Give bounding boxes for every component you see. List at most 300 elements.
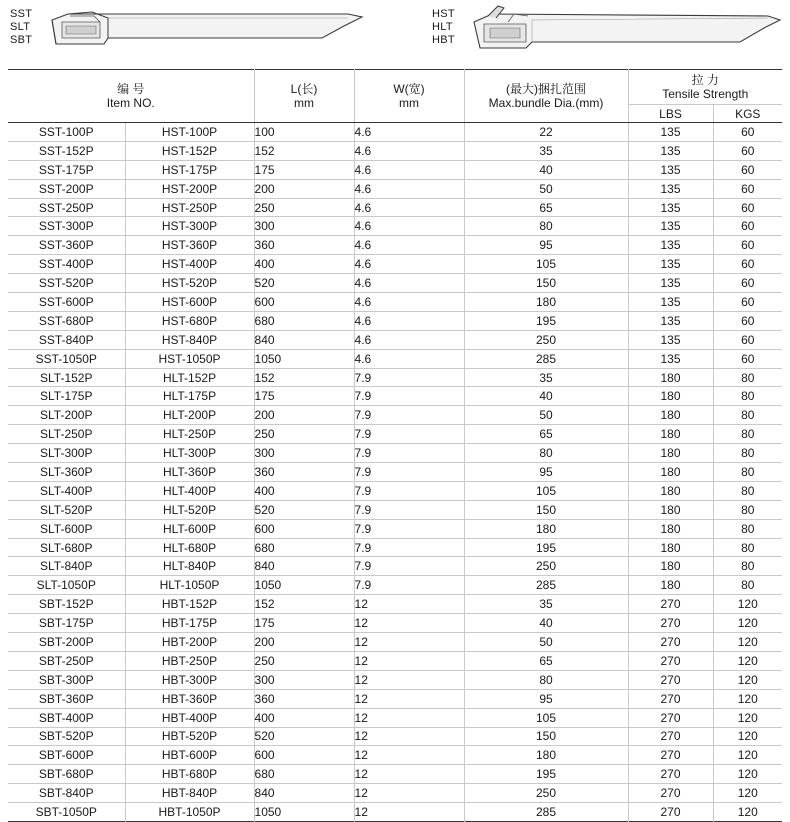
cell-item-s: SBT-250P: [38, 653, 94, 668]
cell-kgs: 80: [713, 500, 782, 519]
cell-kgs: 120: [713, 670, 782, 689]
cell-bundle: 180: [464, 519, 628, 538]
cell-length: 200: [254, 633, 354, 652]
cell-length: 100: [254, 123, 354, 142]
cell-item-s: SBT-400P: [38, 710, 94, 725]
table-row: [8, 595, 782, 614]
table-row: [8, 614, 782, 633]
cell-item-h: HST-840P: [125, 330, 254, 349]
cell-lbs: 270: [628, 708, 713, 727]
cell-lbs: 180: [628, 538, 713, 557]
cell-kgs: 120: [713, 803, 782, 822]
cell-item-h: HLT-400P: [125, 481, 254, 500]
cell-item-s: SLT-600P: [40, 521, 93, 536]
cell-width: 4.6: [354, 330, 464, 349]
cell-lbs: 270: [628, 614, 713, 633]
cell-kgs: 80: [713, 406, 782, 425]
cell-kgs: 80: [713, 557, 782, 576]
cell-bundle: 95: [464, 236, 628, 255]
cell-kgs: 80: [713, 368, 782, 387]
cell-lbs: 180: [628, 406, 713, 425]
table-row: [8, 425, 782, 444]
cell-lbs: 135: [628, 349, 713, 368]
cell-kgs: 80: [713, 481, 782, 500]
cell-kgs: 80: [713, 576, 782, 595]
cell-bundle: 250: [464, 784, 628, 803]
cell-item-h: HBT-175P: [125, 614, 254, 633]
cell-length: 520: [254, 274, 354, 293]
table-row: [8, 803, 782, 822]
cell-lbs: 180: [628, 481, 713, 500]
table-row: [8, 670, 782, 689]
cell-item-h: HST-300P: [125, 217, 254, 236]
cell-item-s: SLT-250P: [40, 427, 93, 442]
cell-kgs: 60: [713, 255, 782, 274]
cell-bundle: 80: [464, 670, 628, 689]
header-width-label: W(宽): [393, 82, 425, 96]
cell-kgs: 120: [713, 689, 782, 708]
cell-length: 250: [254, 425, 354, 444]
table-row: [8, 179, 782, 198]
cell-bundle: 22: [464, 123, 628, 142]
cell-bundle: 95: [464, 689, 628, 708]
cell-bundle: 250: [464, 330, 628, 349]
cell-bundle: 285: [464, 576, 628, 595]
cell-item-s: SLT-360P: [40, 464, 93, 479]
cell-width: 4.6: [354, 141, 464, 160]
cell-lbs: 180: [628, 557, 713, 576]
cell-kgs: 60: [713, 123, 782, 142]
cell-bundle: 195: [464, 765, 628, 784]
cell-length: 200: [254, 406, 354, 425]
cell-item-h: HLT-1050P: [125, 576, 254, 595]
cell-width: 12: [354, 651, 464, 670]
cell-bundle: 40: [464, 387, 628, 406]
cell-length: 360: [254, 236, 354, 255]
cell-width: 12: [354, 614, 464, 633]
table-row: [8, 274, 782, 293]
cell-kgs: 60: [713, 160, 782, 179]
cell-item-h: HLT-360P: [125, 463, 254, 482]
table-row: [8, 444, 782, 463]
header-tensile-en: Tensile Strength: [662, 87, 749, 101]
cell-item-s: SBT-1050P: [35, 805, 97, 819]
header-length-label: L(长): [290, 82, 318, 96]
cell-item-s: SBT-520P: [38, 729, 94, 744]
cell-lbs: 135: [628, 198, 713, 217]
cell-length: 300: [254, 217, 354, 236]
cell-item-s: SST-400P: [38, 257, 94, 272]
cell-item-h: HLT-200P: [125, 406, 254, 425]
cell-lbs: 180: [628, 368, 713, 387]
cell-lbs: 135: [628, 311, 713, 330]
cell-width: 7.9: [354, 519, 464, 538]
cell-width: 7.9: [354, 481, 464, 500]
cell-kgs: 80: [713, 519, 782, 538]
cell-bundle: 250: [464, 557, 628, 576]
cell-width: 12: [354, 670, 464, 689]
cell-length: 400: [254, 708, 354, 727]
cell-length: 680: [254, 538, 354, 557]
cell-lbs: 180: [628, 444, 713, 463]
table-row: [8, 651, 782, 670]
legend-right-item: HLT: [432, 21, 453, 33]
cell-item-s: SBT-152P: [38, 597, 94, 612]
cell-lbs: 135: [628, 179, 713, 198]
cell-length: 840: [254, 784, 354, 803]
cell-lbs: 270: [628, 803, 713, 822]
cell-item-s: SST-152P: [38, 143, 94, 158]
legend-right-item: HST: [432, 8, 455, 20]
cell-length: 680: [254, 765, 354, 784]
cell-item-s: SST-520P: [38, 276, 94, 291]
cell-width: 12: [354, 595, 464, 614]
cell-width: 12: [354, 746, 464, 765]
cell-length: 300: [254, 444, 354, 463]
header-item-en: Item NO.: [106, 96, 155, 110]
cell-bundle: 65: [464, 425, 628, 444]
cell-width: 7.9: [354, 387, 464, 406]
cell-bundle: 180: [464, 746, 628, 765]
cell-lbs: 180: [628, 463, 713, 482]
cell-bundle: 50: [464, 633, 628, 652]
header-length: [254, 70, 354, 123]
cell-kgs: 60: [713, 198, 782, 217]
header-kgs: KGS: [713, 105, 782, 123]
cell-lbs: 135: [628, 330, 713, 349]
cell-width: 7.9: [354, 406, 464, 425]
cell-bundle: 50: [464, 406, 628, 425]
cell-kgs: 60: [713, 236, 782, 255]
cell-item-h: HBT-200P: [125, 633, 254, 652]
cell-width: 4.6: [354, 293, 464, 312]
cell-length: 300: [254, 670, 354, 689]
cell-lbs: 270: [628, 784, 713, 803]
cell-length: 175: [254, 614, 354, 633]
cell-width: 12: [354, 708, 464, 727]
table-row: [8, 198, 782, 217]
cell-length: 1050: [254, 349, 354, 368]
cell-kgs: 120: [713, 633, 782, 652]
cell-length: 152: [254, 141, 354, 160]
cell-item-s: SLT-175P: [40, 389, 93, 404]
cell-item-s: SBT-360P: [38, 691, 94, 706]
cell-length: 400: [254, 255, 354, 274]
cell-bundle: 80: [464, 444, 628, 463]
cell-lbs: 270: [628, 651, 713, 670]
cell-length: 250: [254, 651, 354, 670]
cell-item-s: SBT-840P: [38, 786, 94, 801]
cell-bundle: 150: [464, 274, 628, 293]
cell-bundle: 95: [464, 463, 628, 482]
cell-item-h: HLT-520P: [125, 500, 254, 519]
cell-length: 400: [254, 481, 354, 500]
cell-item-s: SST-360P: [38, 238, 94, 253]
cell-kgs: 120: [713, 614, 782, 633]
legend-left-item: SLT: [10, 21, 31, 33]
table-row: [8, 387, 782, 406]
table-row: [8, 311, 782, 330]
cell-length: 680: [254, 311, 354, 330]
cell-bundle: 285: [464, 349, 628, 368]
cell-length: 152: [254, 368, 354, 387]
cell-length: 175: [254, 160, 354, 179]
cell-item-s: SLT-400P: [40, 483, 93, 498]
header-bundle-en: Max.bundle Dia.(mm): [488, 96, 604, 110]
cell-item-h: HST-100P: [125, 123, 254, 142]
table-row: [8, 784, 782, 803]
cell-kgs: 60: [713, 217, 782, 236]
cell-width: 4.6: [354, 123, 464, 142]
cell-item-h: HBT-520P: [125, 727, 254, 746]
cell-length: 200: [254, 179, 354, 198]
cell-bundle: 80: [464, 217, 628, 236]
cell-item-h: HLT-152P: [125, 368, 254, 387]
cell-item-h: HBT-300P: [125, 670, 254, 689]
legend-right: [432, 8, 455, 47]
cell-kgs: 80: [713, 463, 782, 482]
cell-lbs: 135: [628, 293, 713, 312]
cell-kgs: 120: [713, 746, 782, 765]
cell-width: 12: [354, 765, 464, 784]
cell-lbs: 135: [628, 236, 713, 255]
cell-bundle: 150: [464, 727, 628, 746]
cell-kgs: 60: [713, 311, 782, 330]
cell-width: 12: [354, 784, 464, 803]
cell-length: 250: [254, 198, 354, 217]
cell-length: 840: [254, 330, 354, 349]
cell-bundle: 40: [464, 614, 628, 633]
cell-bundle: 105: [464, 255, 628, 274]
cell-kgs: 60: [713, 330, 782, 349]
cell-width: 12: [354, 727, 464, 746]
cell-item-h: HST-1050P: [125, 349, 254, 368]
cell-item-s: SST-300P: [38, 219, 94, 234]
cell-length: 152: [254, 595, 354, 614]
cell-lbs: 270: [628, 689, 713, 708]
spec-table-body: [8, 123, 782, 822]
cell-length: 360: [254, 463, 354, 482]
cell-lbs: 135: [628, 123, 713, 142]
header-width: [354, 70, 464, 123]
cell-item-s: SLT-840P: [40, 559, 93, 574]
cell-bundle: 285: [464, 803, 628, 822]
cell-bundle: 105: [464, 708, 628, 727]
table-row: [8, 689, 782, 708]
table-row: [8, 141, 782, 160]
cell-item-s: SBT-680P: [38, 767, 94, 782]
cell-item-s: SST-680P: [38, 313, 94, 328]
cell-width: 4.6: [354, 255, 464, 274]
cell-item-s: SLT-680P: [40, 540, 93, 555]
cell-item-s: SBT-200P: [38, 634, 94, 649]
cell-item-h: HLT-600P: [125, 519, 254, 538]
cell-width: 7.9: [354, 425, 464, 444]
cell-bundle: 35: [464, 595, 628, 614]
cell-item-s: SST-100P: [38, 124, 94, 139]
cell-item-s: SST-600P: [38, 294, 94, 309]
cell-bundle: 180: [464, 293, 628, 312]
cell-length: 600: [254, 746, 354, 765]
table-row: [8, 406, 782, 425]
table-row: [8, 236, 782, 255]
cell-item-h: HLT-840P: [125, 557, 254, 576]
cell-width: 7.9: [354, 368, 464, 387]
cell-item-h: HBT-152P: [125, 595, 254, 614]
cell-kgs: 120: [713, 708, 782, 727]
legend-left-item: SST: [10, 8, 33, 20]
cell-width: 7.9: [354, 576, 464, 595]
cell-kgs: 120: [713, 595, 782, 614]
cell-item-s: SBT-600P: [38, 748, 94, 763]
cell-width: 7.9: [354, 538, 464, 557]
cell-width: 4.6: [354, 160, 464, 179]
cell-length: 360: [254, 689, 354, 708]
cell-lbs: 270: [628, 746, 713, 765]
cell-width: 4.6: [354, 179, 464, 198]
cell-lbs: 135: [628, 141, 713, 160]
table-row: [8, 576, 782, 595]
table-row: [8, 368, 782, 387]
cell-width: 4.6: [354, 236, 464, 255]
spec-table: [8, 69, 782, 822]
header-bundle: [464, 70, 628, 123]
header-item-no: [8, 70, 254, 123]
cell-kgs: 120: [713, 765, 782, 784]
table-row: [8, 727, 782, 746]
cell-item-h: HST-360P: [125, 236, 254, 255]
cell-lbs: 135: [628, 217, 713, 236]
cell-length: 600: [254, 293, 354, 312]
cell-kgs: 80: [713, 538, 782, 557]
table-row: [8, 519, 782, 538]
cell-lbs: 180: [628, 387, 713, 406]
cell-item-h: HST-250P: [125, 198, 254, 217]
cell-item-h: HLT-680P: [125, 538, 254, 557]
cell-length: 1050: [254, 803, 354, 822]
cell-lbs: 270: [628, 670, 713, 689]
cell-kgs: 120: [713, 651, 782, 670]
header-item-cn: 编 号: [117, 82, 145, 96]
table-row: [8, 330, 782, 349]
cell-item-s: SLT-152P: [40, 370, 93, 385]
cell-kgs: 80: [713, 444, 782, 463]
header-lbs: LBS: [628, 105, 713, 123]
cell-lbs: 270: [628, 727, 713, 746]
cell-bundle: 195: [464, 538, 628, 557]
header-tensile: [628, 70, 782, 105]
table-row: [8, 633, 782, 652]
cell-lbs: 270: [628, 595, 713, 614]
cell-kgs: 120: [713, 784, 782, 803]
cell-item-h: HST-200P: [125, 179, 254, 198]
cell-item-h: HLT-175P: [125, 387, 254, 406]
cell-width: 12: [354, 633, 464, 652]
cell-item-s: SST-200P: [38, 181, 94, 196]
cell-width: 4.6: [354, 198, 464, 217]
cell-item-h: HBT-360P: [125, 689, 254, 708]
cell-bundle: 65: [464, 651, 628, 670]
cell-item-h: HLT-300P: [125, 444, 254, 463]
cell-width: 12: [354, 803, 464, 822]
cable-tie-left-illustration: [48, 8, 364, 48]
cell-item-h: HLT-250P: [125, 425, 254, 444]
cell-kgs: 60: [713, 141, 782, 160]
table-row: [8, 481, 782, 500]
table-row: [8, 746, 782, 765]
cell-item-h: HBT-250P: [125, 651, 254, 670]
cell-kgs: 80: [713, 387, 782, 406]
cell-bundle: 195: [464, 311, 628, 330]
cell-item-h: HST-680P: [125, 311, 254, 330]
table-row: [8, 500, 782, 519]
cell-kgs: 60: [713, 274, 782, 293]
cell-item-s: SLT-520P: [40, 502, 93, 517]
legend-left: [10, 8, 32, 47]
cell-item-s: SST-1050P: [35, 351, 97, 366]
cell-item-h: HBT-600P: [125, 746, 254, 765]
cell-item-h: HBT-400P: [125, 708, 254, 727]
cell-item-s: SBT-175P: [38, 616, 94, 631]
cell-width: 4.6: [354, 274, 464, 293]
cell-bundle: 35: [464, 141, 628, 160]
table-row: [8, 708, 782, 727]
cell-lbs: 180: [628, 576, 713, 595]
cell-length: 600: [254, 519, 354, 538]
cell-item-s: SST-250P: [38, 200, 94, 215]
cell-item-h: HST-152P: [125, 141, 254, 160]
cell-item-s: SLT-300P: [40, 446, 93, 461]
cell-width: 7.9: [354, 444, 464, 463]
table-row: [8, 557, 782, 576]
table-row: [8, 538, 782, 557]
cell-width: 4.6: [354, 349, 464, 368]
cable-tie-right-illustration: [468, 4, 784, 50]
cell-item-h: HBT-680P: [125, 765, 254, 784]
cell-kgs: 60: [713, 293, 782, 312]
table-row: [8, 123, 782, 142]
cell-bundle: 150: [464, 500, 628, 519]
table-row: [8, 217, 782, 236]
cell-bundle: 50: [464, 179, 628, 198]
table-row: [8, 255, 782, 274]
cell-width: 4.6: [354, 311, 464, 330]
table-row: [8, 293, 782, 312]
header-length-unit: mm: [294, 96, 315, 110]
cell-item-s: SLT-1050P: [36, 578, 96, 593]
cell-kgs: 60: [713, 349, 782, 368]
cell-bundle: 40: [464, 160, 628, 179]
cell-length: 520: [254, 500, 354, 519]
header-width-unit: mm: [399, 96, 420, 110]
cell-lbs: 180: [628, 519, 713, 538]
cell-width: 7.9: [354, 500, 464, 519]
cell-bundle: 65: [464, 198, 628, 217]
cell-lbs: 135: [628, 274, 713, 293]
cell-lbs: 180: [628, 500, 713, 519]
cell-item-h: HST-520P: [125, 274, 254, 293]
cell-kgs: 120: [713, 727, 782, 746]
cell-length: 1050: [254, 576, 354, 595]
cell-bundle: 35: [464, 368, 628, 387]
header-tensile-cn: 拉 力: [691, 73, 719, 87]
cell-length: 520: [254, 727, 354, 746]
cell-kgs: 80: [713, 425, 782, 444]
cell-width: 7.9: [354, 463, 464, 482]
cell-item-s: SLT-200P: [40, 408, 93, 423]
cell-length: 840: [254, 557, 354, 576]
cell-item-h: HST-400P: [125, 255, 254, 274]
